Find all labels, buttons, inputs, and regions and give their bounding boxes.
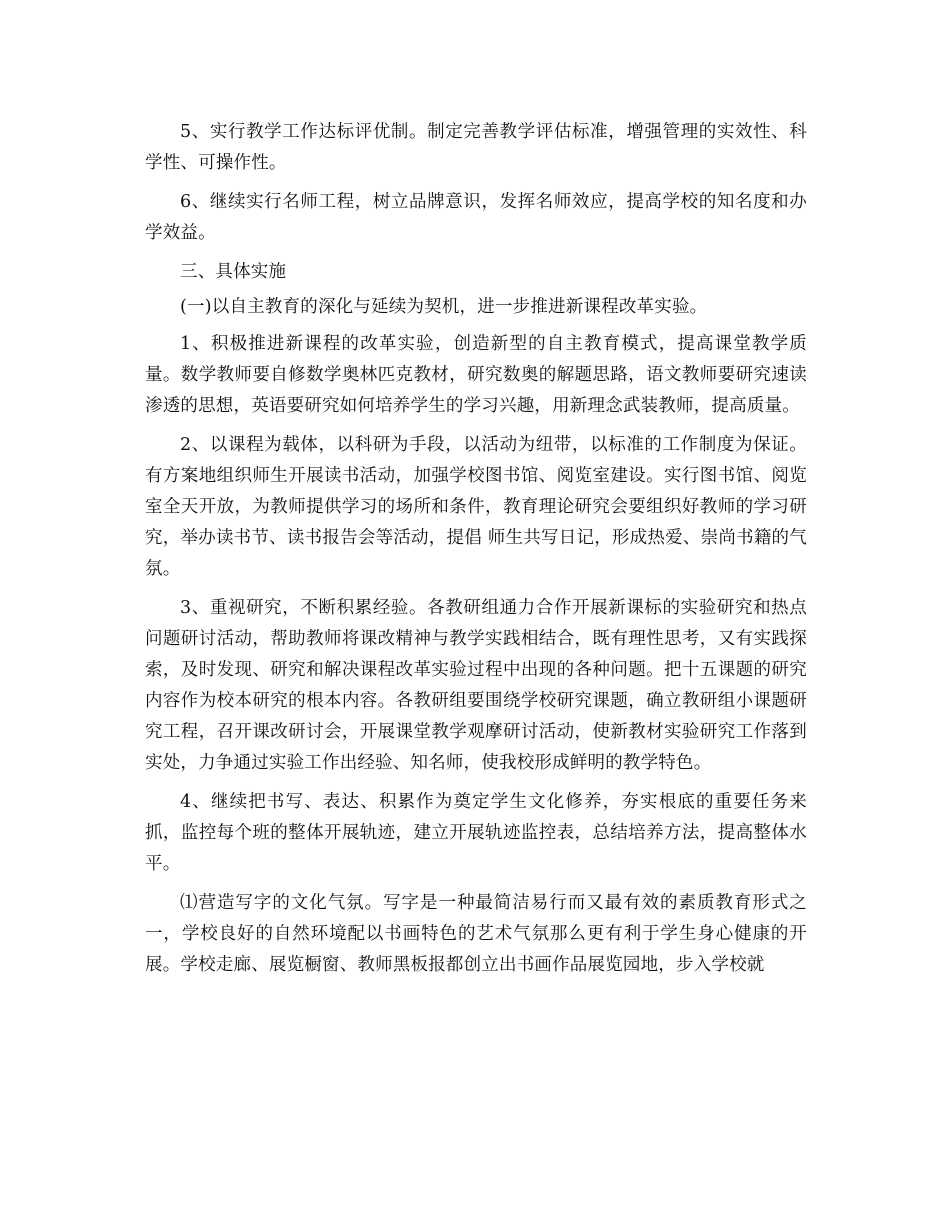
paragraph-item-2: 2、以课程为载体，以科研为手段，以活动为纽带，以标准的工作制度为保证。有方案地组织师生开展读书活动，加强学校图书馆、阅览室建设。实行图书馆、阅览室全天开放，为教师提供学习的场所和条件，教育理论研究会要组织好教师的学习研究，举办读书节、读书报告会等活动，提倡 师生共写日记，形成热爱、崇尚书籍的气氛。 [145,435,807,579]
paragraph-item-4: 4、继续把书写、表达、积累作为奠定学生文化修养，夯实根底的重要任务来抓，监控每个班的整体开展轨迹，建立开展轨迹监控表，总结培养方法，提高整体水平。 [145,792,807,874]
paragraph-item-5: 5、实行教学工作达标评优制。制定完善教学评估标准，增强管理的实效性、科学性、可操作性。 [145,122,807,173]
document-body [145,117,807,989]
paragraph-item-1: 1、积极推进新课程的改革实验，创造新型的自主教育模式，提高课堂教学质量。数学教师要自修数学奥林匹克教材，研究数奥的解题思路，语文教师要研究速读渗透的思想，英语要研究如何培养学生的学习兴趣，用新理念武装教师，提高质量。 [145,334,807,416]
paragraph-item-4-1: ⑴营造写字的文化气氛。写字是一种最简洁易行而又最有效的素质教育形式之一，学校良好的自然环境配以书画特色的艺术气氛那么更有利于学生身心健康的开展。学校走廊、展览橱窗、教师黑板报都创立出书画作品展览园地，步入学校就 [145,893,807,975]
subsection-heading-1: (一)以自主教育的深化与延续为契机，进一步推进新课程改革实验。 [180,297,708,317]
paragraph-item-6: 6、继续实行名师工程，树立品牌意识，发挥名师效应，提高学校的知名度和办学效益。 [145,192,807,243]
section-heading-implementation: 三、具体实施 [180,262,287,282]
paragraph-item-3: 3、重视研究，不断积累经验。各教研组通力合作开展新课标的实验研究和热点问题研讨活动，帮助教师将课改精神与教学实践相结合，既有理性思考，又有实践探索，及时发现、研究和解决课程改革实验过程中出现的各种问题。把十五课题的研究内容作为校本研究的根本内容。各教研组要围绕学校研究课题，确立教研组小课题研究工程，召开课改研讨会，开展课堂教学观摩研讨活动，使新教材实验研究工作落到实处，力争通过实验工作出经验、知名师，使我校形成鲜明的教学特色。 [145,598,807,773]
